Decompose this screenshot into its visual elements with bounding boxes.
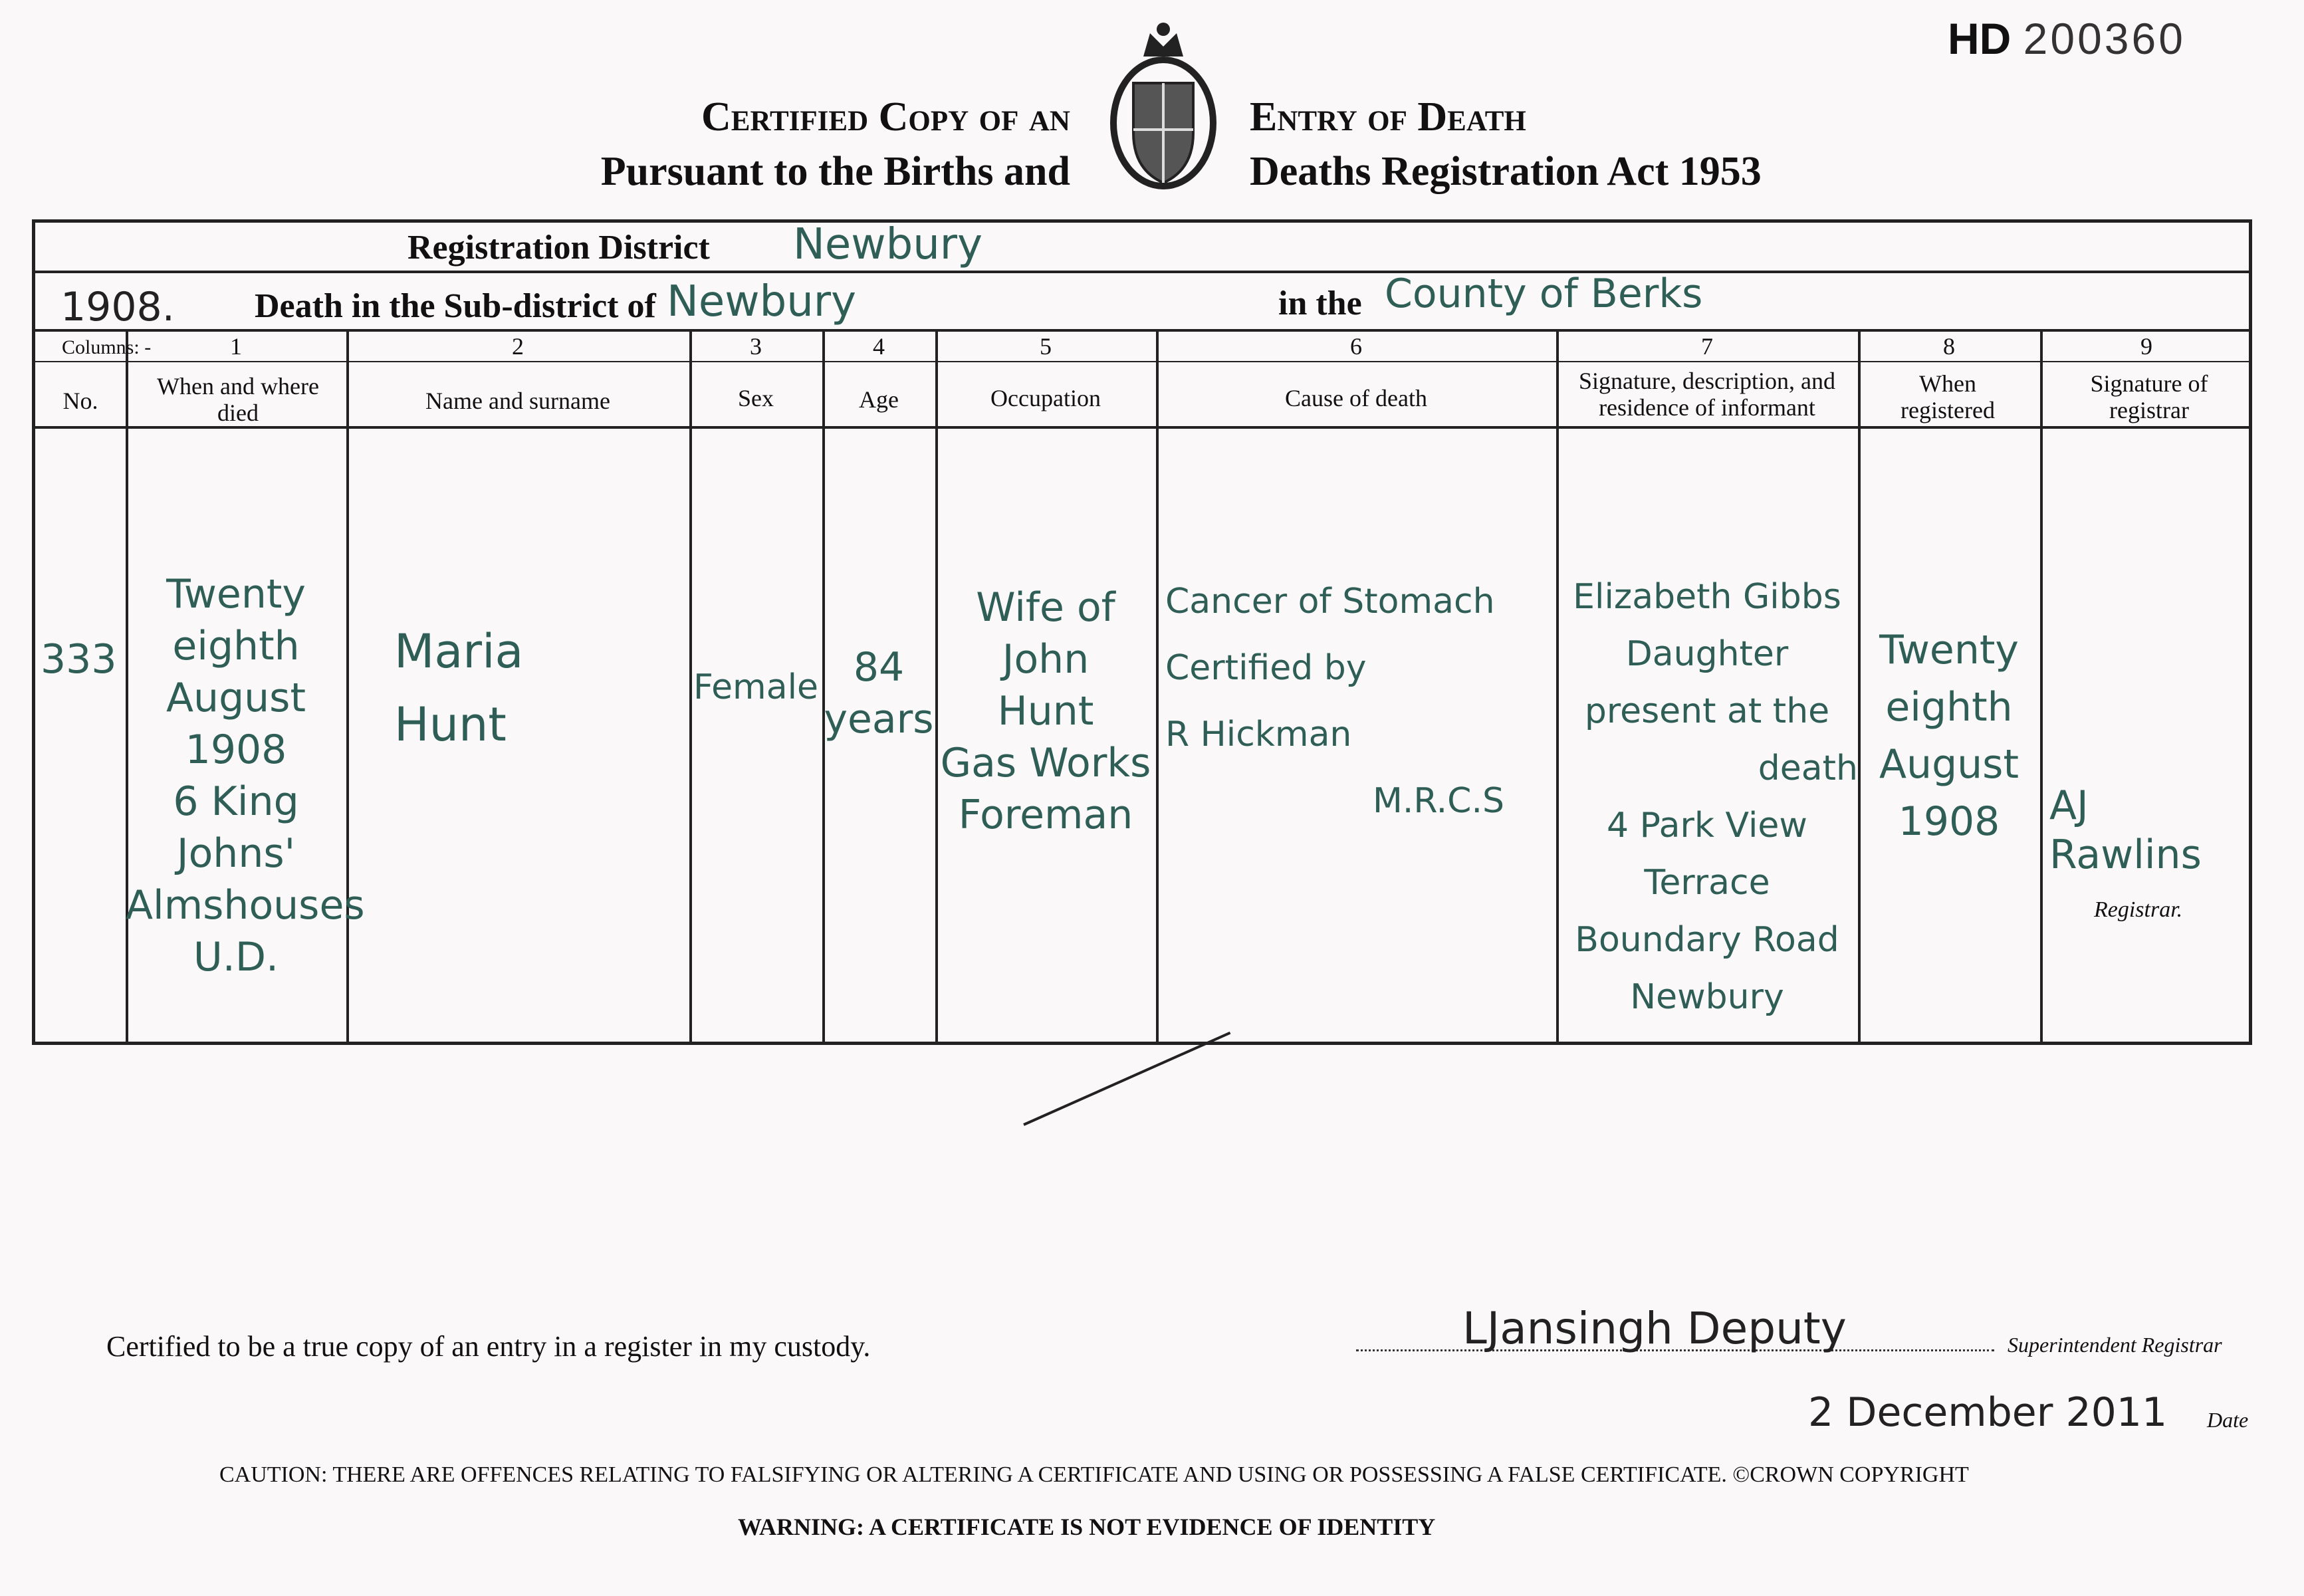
col-header-name: Name and surname: [425, 388, 610, 414]
when-where-line: U.D.: [193, 934, 279, 980]
registered-line: 1908: [1898, 798, 2000, 845]
col-header-cause: Cause of death: [1285, 385, 1427, 411]
occupation-value: [935, 582, 1156, 841]
caution-notice: CAUTION: THERE ARE OFFENCES RELATING TO FALSIFYING OR ALTERING A CERTIFICATE AND USING OR POSSESSING A FALSE CERTIFICATE. ©CROWN COPYRIGHT: [219, 1462, 1969, 1487]
certificate-serial: [1948, 13, 2186, 64]
certificate-date: 2 December 2011: [1808, 1389, 2168, 1436]
serial-prefix: HD: [1948, 14, 2012, 63]
occupation-line: John: [1002, 636, 1090, 683]
subdistrict-label: Death in the Sub-district of: [255, 287, 656, 325]
registrar-signature: [2049, 781, 2202, 879]
col-num-8: 8: [1943, 333, 1955, 360]
entry-year: 1908.: [60, 284, 175, 330]
cause-line: R Hickman: [1165, 715, 1352, 754]
when-where-line: 1908: [185, 727, 287, 773]
age-unit: years: [824, 696, 934, 742]
col-num-5: 5: [1040, 333, 1052, 360]
surname: Hunt: [394, 697, 507, 752]
cause-of-death: [1165, 568, 1551, 834]
cause-line: Certified by: [1165, 648, 1367, 688]
when-registered: [1858, 622, 2040, 850]
rule: [689, 332, 692, 1042]
rule: [346, 332, 349, 1042]
age-value: [822, 641, 935, 745]
title-left: [565, 90, 1070, 199]
sex-value: Female: [693, 667, 819, 707]
when-where-line: Johns': [176, 830, 296, 877]
col-num-9: 9: [2140, 333, 2152, 360]
registered-line: eighth: [1885, 684, 2013, 731]
register-entry-table: [32, 219, 2252, 1045]
serial-number: 200360: [2023, 14, 2186, 63]
cause-line: Cancer of Stomach: [1165, 582, 1495, 622]
col-header-occupation: Occupation: [990, 385, 1101, 411]
col-num-7: 7: [1701, 333, 1713, 360]
informant-line: present at the: [1584, 691, 1830, 731]
age-number: 84: [853, 644, 905, 691]
when-where-line: 6 King: [173, 778, 299, 825]
registered-line: Twenty: [1879, 627, 2019, 673]
district-label: Registration District: [407, 229, 710, 267]
informant-line: Boundary Road: [1575, 920, 1839, 960]
rule: [35, 329, 2249, 332]
registrar-title: Registrar.: [2094, 897, 2183, 922]
col-header-age: Age: [859, 386, 899, 413]
district-value: Newbury: [793, 220, 982, 269]
certification-statement: Certified to be a true copy of an entry in a register in my custody.: [106, 1330, 871, 1363]
col-header-informant: Signature, description, and residence of informant: [1579, 368, 1835, 421]
subdistrict-value: Newbury: [667, 277, 856, 326]
informant-line: Daughter: [1625, 634, 1789, 674]
entry-number: 333: [41, 636, 117, 683]
when-where-died: [126, 568, 365, 983]
col-num-2: 2: [512, 333, 524, 360]
registrar-surname: Rawlins: [2049, 832, 2202, 878]
rule: [35, 361, 2249, 362]
registrar-initials: AJ: [2049, 782, 2089, 829]
col-header-when-where: When and where died: [157, 373, 319, 426]
col-header-sex: Sex: [738, 385, 774, 411]
when-where-line: August: [166, 675, 306, 721]
occupation-line: Foreman: [958, 792, 1133, 838]
occupation-line: Gas Works: [940, 740, 1151, 786]
pen-stroke: [1023, 1032, 1230, 1126]
col-num-1: 1: [230, 333, 242, 360]
informant-line: 4 Park View: [1607, 806, 1807, 846]
col-num-4: 4: [873, 333, 885, 360]
rule: [1156, 332, 1159, 1042]
title-right-line2: Deaths Registration Act 1953: [1250, 149, 1762, 194]
title-right: [1250, 90, 1848, 199]
col-header-when-registered: When registered: [1901, 370, 1995, 423]
informant: [1556, 568, 1858, 1026]
name-surname: [394, 615, 523, 761]
title-left-line2: Pursuant to the Births and: [600, 149, 1070, 194]
informant-line: death: [1758, 748, 1858, 788]
rule: [35, 426, 2249, 429]
informant-line: Elizabeth Gibbs: [1573, 577, 1841, 617]
when-where-line: Twenty: [166, 571, 306, 618]
county-value: County of Berks: [1385, 271, 1703, 317]
title-left-line1: Certified Copy of an: [701, 94, 1070, 140]
informant-line: Newbury: [1630, 977, 1784, 1017]
forename: Maria: [394, 624, 524, 679]
col-num-6: 6: [1350, 333, 1362, 360]
superintendent-label: Superintendent Registrar: [2008, 1333, 2222, 1357]
occupation-line: Hunt: [997, 688, 1094, 735]
occupation-line: Wife of: [976, 584, 1115, 631]
rule: [35, 271, 2249, 273]
informant-line: Terrace: [1644, 863, 1770, 903]
columns-label: Columns: -: [62, 336, 152, 358]
col-header-no: No.: [62, 388, 98, 414]
when-where-line: eighth: [172, 623, 300, 669]
cause-line: M.R.C.S: [1372, 781, 1504, 821]
rule: [2040, 332, 2043, 1042]
date-label: Date: [2207, 1408, 2249, 1432]
col-header-registrar-sig: Signature of registrar: [2090, 370, 2208, 423]
royal-crest-icon: [1097, 20, 1230, 206]
in-the-label: in the: [1278, 285, 1362, 322]
superintendent-signature: LJansingh Deputy: [1462, 1303, 1847, 1354]
when-where-line: Almshouses: [126, 882, 365, 929]
col-num-3: 3: [750, 333, 762, 360]
registered-line: August: [1879, 741, 2019, 788]
warning-notice: WARNING: A CERTIFICATE IS NOT EVIDENCE OF IDENTITY: [738, 1514, 1436, 1538]
title-right-line1: Entry of Death: [1250, 94, 1526, 140]
